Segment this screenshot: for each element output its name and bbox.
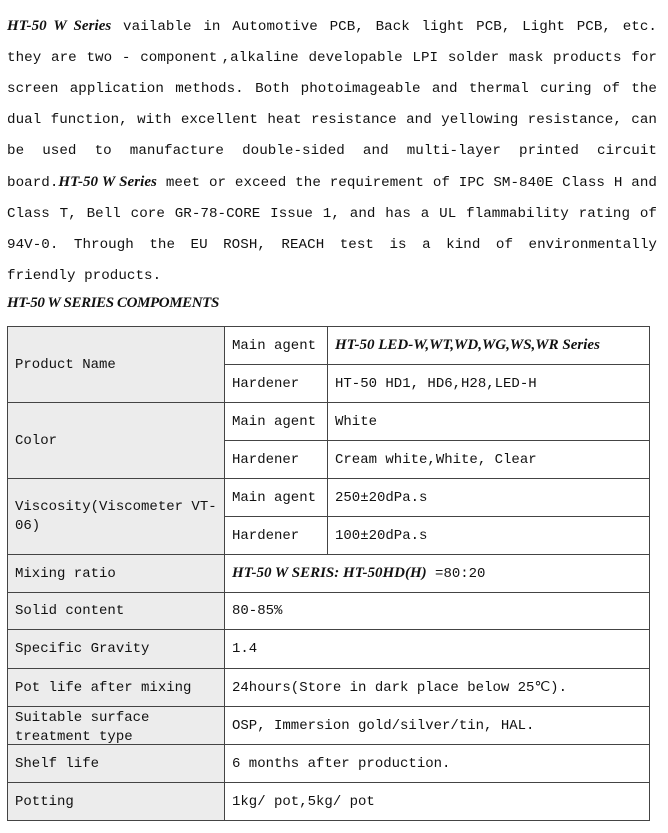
viscosity-main-agent-value: 250±20dPa.s: [328, 479, 650, 517]
intro-text-part-1: vailable in Automotive PCB, Back light PCB, Light PCB, etc. they are two - component ,alkaline developable LPI solder mask products for screen application methods. Both photoimageable and thermal curing of the dual function, with excellent heat resistance and yellowing resistance, can be used to manufacture double-sided and multi-layer printed circuit board.: [7, 19, 657, 191]
table-row: [8, 327, 650, 365]
potting-label: Potting: [8, 783, 225, 821]
components-table: [7, 326, 650, 821]
specific-gravity-value: 1.4: [225, 630, 650, 669]
mixing-ratio-value: [225, 555, 650, 593]
main-agent-label: Main agent: [225, 403, 328, 441]
surface-treatment-label: Suitable surface treatment type: [15, 709, 150, 743]
color-main-agent-value: White: [328, 403, 650, 441]
section-title: HT-50 W SERIES COMPOMENTS: [7, 295, 219, 311]
mixing-ratio-plain: =80:20: [426, 566, 486, 582]
table-row: [8, 593, 650, 630]
table-row: [8, 669, 650, 707]
pot-life-label: Pot life after mixing: [8, 669, 225, 707]
table-row: [8, 707, 650, 745]
shelf-life-label: Shelf life: [8, 745, 225, 783]
main-agent-label: Main agent: [225, 479, 328, 517]
table-row: [8, 783, 650, 821]
table-row: [8, 555, 650, 593]
solid-content-label: Solid content: [8, 593, 225, 630]
series-name: HT-50 W Series: [7, 18, 112, 34]
hardener-label: Hardener: [225, 517, 328, 555]
table-row: [8, 745, 650, 783]
shelf-life-value: 6 months after production.: [225, 745, 650, 783]
hardener-label: Hardener: [225, 365, 328, 403]
surface-treatment-value: OSP, Immersion gold/silver/tin, HAL.: [225, 707, 650, 745]
viscosity-label: Viscosity(Viscometer VT-06): [8, 479, 225, 555]
table-row: [8, 403, 650, 441]
specific-gravity-label: Specific Gravity: [8, 630, 225, 669]
hardener-label: Hardener: [225, 441, 328, 479]
product-name-label: Product Name: [8, 327, 225, 403]
product-name-main-agent-value: HT-50 LED-W,WT,WD,WG,WS,WR Series: [328, 327, 650, 365]
color-hardener-value: Cream white,White, Clear: [328, 441, 650, 479]
surface-treatment-label-cell: [8, 707, 225, 745]
pot-life-value: 24hours(Store in dark place below 25℃).: [225, 669, 650, 707]
table-row: [8, 479, 650, 517]
viscosity-hardener-value: 100±20dPa.s: [328, 517, 650, 555]
table-row: [8, 630, 650, 669]
intro-text-part-2: meet or exceed the requirement of IPC SM-840E Class H and Class T, Bell core GR-78-CORE Issue 1, and has a UL flammability rating of 94V-0. Through the EU ROSH, REACH test is a kind of environmentally friendly products.: [7, 175, 657, 284]
series-name-2: HT-50 W Series: [58, 174, 157, 190]
intro-paragraph: [7, 11, 657, 292]
intro-text: [7, 11, 657, 292]
mixing-ratio-emph: HT-50 W SERIS: HT-50HD(H): [232, 565, 427, 581]
solid-content-value: 80-85%: [225, 593, 650, 630]
potting-value: 1kg/ pot,5kg/ pot: [225, 783, 650, 821]
main-agent-label: Main agent: [225, 327, 328, 365]
product-name-hardener-value: HT-50 HD1, HD6,H28,LED-H: [328, 365, 650, 403]
color-label: Color: [8, 403, 225, 479]
mixing-ratio-label: Mixing ratio: [8, 555, 225, 593]
